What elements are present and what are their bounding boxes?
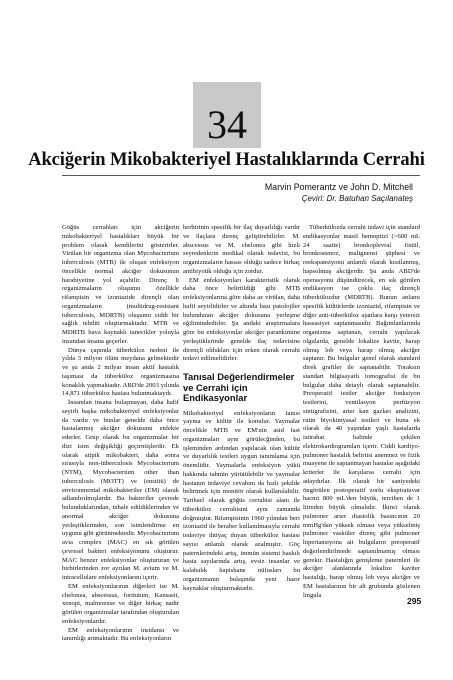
text-column-3	[303, 224, 420, 600]
paragraph: EM enfeksiyonları karakteristik olarak daha önce belirtildiği gibi MTB enfeksiyonlarına göre daha az virülan, daha hafif seyirlidirler ve altında bazı patolojiler bulunduran akciğer dokusuna yerleşme eğilimindedirler. Şu andaki araştırmalara göre bu enfeksiyonlar akciğer parankiminе yerleştiklerinde genelde ilaç tedavisine dirençli oldukları için erken olarak cerrahi tedavi edilmelidirler.	[183, 276, 300, 363]
text-column-2	[183, 224, 300, 593]
chapter-number-box	[193, 82, 261, 148]
paragraph: Tüberkülozda cerrahi tedavi için standard endikasyonlar masif hemoptizi (>600 mL 24 saatte) bronkoplevral fistül, bronkostenoz, malignensi şüphesi ve reekspansiyonu anlamlı olarak kısıtlanmış, hapsolmuş akciğerdir. Şu anda ABD'de operasyonu düşündürecek, en sık görülen endikasyon ise çoklu ilaç dirençli tüberkülozdur (MDRTB). Bunun anlamı spesifik kültürlerde izoniazid, rifampisin ve diğer anti-tüberküloz ajanlara karşı yetersiz hassasiyet saptanmasıdır. Bağımlanlarında organizma saptanan, cerrahi yapılacak olgularda, genelde lokalize kavite, harap olmuş lob veya harap olmuş akciğer saptanır. Bu bulgular genel olarak standard direk grafiler ile saptanabilir. Toraksın standart bilgisayarlı tomografisi ile bu bulgular daha detaylı olarak saptanabilir. Preoperatif testler akciğer fonksiyon testlerini, ventilasyon perfüzyon sintigrafisini, arter kan gazları analizini, rutin biyokimyasal testleri ve buna ek olarak da 40 yaşından yaşlı hastalarda istirahat halinde çekilen elektrokardiogramları içerir. Ciddi kardiyo-pulmoner hastalık belirtisi anemnez ve fizik muayene ile saptanmayan hastalar aşağıdaki kriterler ile karşılarsa cerrahi için adaydırlar. İlk olarak bir saniyedeki öngörülen postoperatif zorlu ekspiratuvar hacmi 800 mL'den büyük, tercihen de 1 litreden büyük olmalıdır. İkinci olarak pulmoner arter diastolik basıncının 20 mmHg'dan yüksek olması veya yükselmiş pulmoner vasküler direnç gibi pulmoner hipertansiyona ait bulguların preoperatif değerlendirilmede saptanılmamış olması gerekir. Hastalığın genişleme paternleri ile akciğer alanlarında lokalize kaviter hastalığı, harap olmuş lob veya akciğer ve EM hastalarının bir alt grubunda gözlenen lingula	[303, 224, 420, 599]
paragraph: EM enfeksiyonlarının diğerleri ise M. chelonea, abscessus, fortiutum, Kansasii, xenopi, malmoense ve diğer birkaç nadir görülen organizmalar tarafından oluşturulan enfeksiyonlardır.	[62, 582, 179, 625]
text-column-1	[62, 224, 179, 644]
title-rule	[62, 175, 420, 176]
chapter-title: Akciğerin Mikobakteriyel Hastalıklarında Cerrahi	[28, 150, 425, 170]
authors: Marvin Pomerantz ve John D. Mitchell	[264, 182, 413, 192]
paragraph: EM enfeksiyonlarının insidansı ve tanımlığı artmaktadır. Bu enfeksiyonların	[62, 626, 179, 643]
paragraph: Mikobakteriyel enfeksiyonların tanısı yayma ve kültür ile konulur. Yaymalar öncelikle MTB ve EM'nin asid fast organizmaları aynı görülecğinden, bu işleminden ardından yapılacak olan kültür ve duyarlılık testleri uygun tanımlama için önemlidir. Yaymalarla enfeksiyon yükü hakkında tahmin yürütülebilir ve yaymalar hastanın tedaviye cevabını da hızlı şekilde belirtmek için monitör olarak kullanılabilir. Tarihsel olarak göğüs cerrahisi alanı ile tüberküloz cerrahisini aynı zamanda doğmuştur. Rifampisinin 1960 yılından beri izoniazid ile beraber kullanılmasıyla cerrahi tedaviye ihtiyaç duyan tüberküloz hastası sayısı anlamlı olarak azalmıştır. Göç paternlerindeki artış, immün sistemi baskılı hasta sayılarında artış, evsiz insanlar ve kalabalık hapishane nüfusları bu organizmanın bulaşında yeni hazır kaynaklar oluşturmaktadır.	[183, 409, 300, 592]
translator: Çeviri: Dr. Batuhan Saçılanateş	[301, 194, 413, 203]
paragraph: Göğüs cerrahları için akciğerin mikobakteriyel hastalıkları büyük bir problem olarak kendilerini gösterirler. Virülan bir organizma olan Mycobacterium tuberculosis (MTB) ile oluşan enfeksiyon öncelikle normal akciğer dokusunun harabiyetine yol açabilir. Direnç li organizmaların oluşumu özellikle rifampisin ve izoniazide dirençli olan organizmaların (multidrug-resistant tuberculosis, MDRTB) oluşumu ciddi bir sağlık tehditi oluşturmaktadır. MTB ve MDRTB hava kaynaklı tanecikler yoluyla insandan insana geçerler.	[62, 224, 179, 345]
section-heading: Tanısal Değerlendirmeler ve Cerrahi için Endikasyonlar	[183, 371, 295, 403]
paragraph: İnsandan insana bulaşmayan, daha hafif seyirli başka mikobakteriyel enfeksiyonlar da vardır ve bunlar genelde daha önce hastalanmış akciğer dokusunu enfekte ederler. Grup olarak bu organizmalar bir dizi isim değişikliği geçirmişlerdir. Ek olarak atipik mikobakteri, daha sonra sırasıyla non-tüberculosis Mycobacterium (NTM), Mycobacterium other than tuberculosis (MOTT) ve (enstitü) de environmental mikobakteriler (EM) olarak adlandırılmışlardır. Bu bakteriler çevrede bulunduklarından, inhale edildiklerinden ve anormal akciğer dokusuna yerleştiklerinden, son isimlendirme en uygunu gibi görünmektedir. Mycobacterium avia complex (MAC) en sık görülen çevresel bakteri enfeksiyonunu oluşturur. MAC benzer enfeksiyonlar oluştururan ve birbirlerinden zor ayrılan M. avium ve M. intracellulare enfeksiyonlarını içerir.	[62, 399, 179, 581]
paragraph: herbirinin spesifik bir ilaç duyarlılığı vardır ve ilaçlara direnç geliştirebilirler. M. abscessus ve M. chelonea gibi hızlı seyredenlerin medikal olarak tedavisi, bu organizmaların hassas olduğu sadece birkaç antibiyotik olduğu için zordur.	[183, 224, 300, 275]
paragraph: Dünya çapında tüberküloz nedeni ile yılda 3 milyon ölüm meydana gelmektedir ve şu anda 2 milyar insan aktif hastalık taşıması da tüberküloz organizmasına konaklık yapmaktadır. ABD'de 2003 yılında 14,871 tüberküloz hastası bulunmaktaydı.	[62, 346, 179, 398]
page-number: 295	[407, 596, 422, 606]
chapter-number: 34	[207, 102, 247, 147]
